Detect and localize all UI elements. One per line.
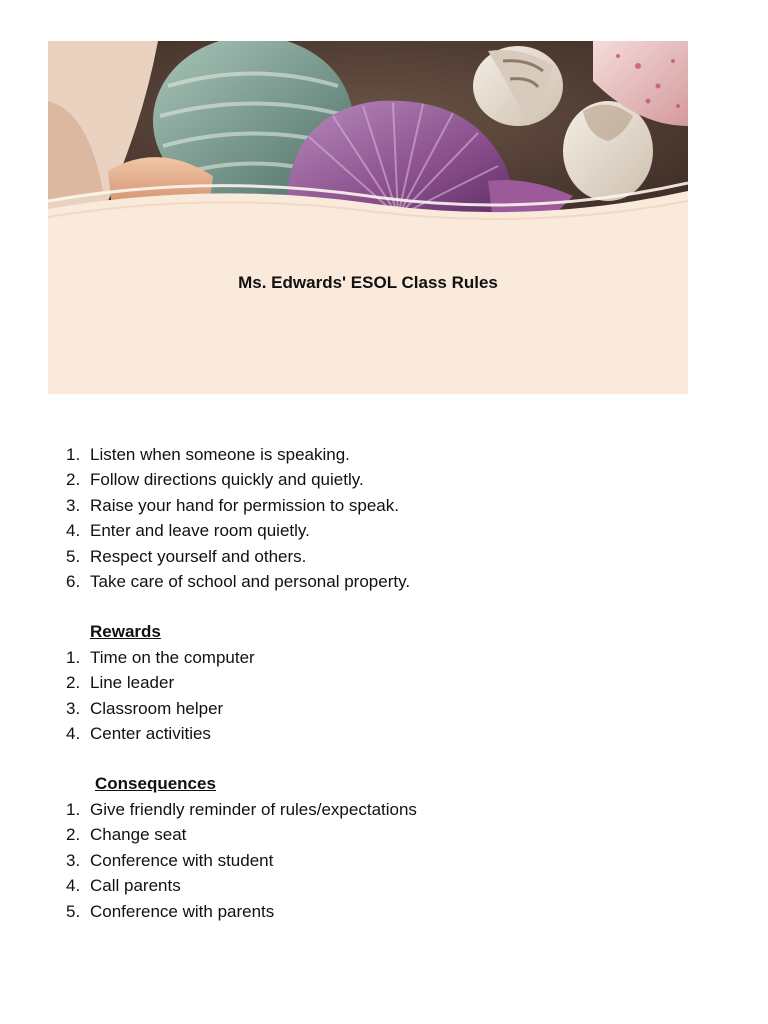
list-number: 2. (66, 825, 81, 845)
list-number: 5. (66, 546, 81, 566)
list-number: 5. (66, 901, 81, 921)
list-item (66, 569, 686, 594)
seashells-photo (48, 41, 688, 236)
consequence-text: Change seat (90, 825, 187, 845)
consequence-text: Conference with parents (90, 901, 275, 921)
rule-text: Take care of school and personal property. (90, 572, 411, 592)
list-item (66, 797, 686, 822)
rewards-heading: Rewards (90, 622, 161, 642)
list-item (66, 442, 686, 467)
list-number: 1. (66, 445, 81, 464)
list-item (66, 645, 686, 670)
rule-text: Enter and leave room quietly. (90, 521, 310, 541)
rule-text: Listen when someone is speaking. (90, 445, 350, 464)
list-item (66, 544, 686, 569)
rewards-list (66, 645, 686, 747)
reward-text: Classroom helper (90, 698, 224, 718)
list-number: 3. (66, 495, 81, 515)
rule-text: Respect yourself and others. (90, 546, 307, 566)
list-item (66, 822, 686, 847)
list-item (66, 848, 686, 873)
list-item (66, 873, 686, 898)
consequences-list (66, 797, 686, 924)
consequence-text: Call parents (90, 876, 181, 896)
rule-text: Follow directions quickly and quietly. (90, 470, 364, 490)
list-number: 6. (66, 572, 81, 592)
consequence-text: Conference with student (90, 850, 274, 870)
list-item (66, 467, 686, 492)
consequences-heading: Consequences (95, 774, 216, 794)
list-item (66, 721, 686, 746)
consequence-text: Give friendly reminder of rules/expectations (90, 799, 417, 819)
list-item (66, 518, 686, 543)
list-item (66, 493, 686, 518)
list-number: 3. (66, 698, 81, 718)
header-banner (48, 41, 688, 394)
list-number: 2. (66, 673, 81, 693)
rule-text: Raise your hand for permission to speak. (90, 495, 399, 515)
list-number: 1. (66, 799, 81, 819)
list-number: 1. (66, 647, 81, 667)
list-number: 2. (66, 470, 81, 490)
reward-text: Time on the computer (90, 647, 255, 667)
reward-text: Line leader (90, 673, 175, 693)
reward-text: Center activities (90, 724, 211, 744)
list-item (66, 696, 686, 721)
list-number: 4. (66, 724, 81, 744)
list-item (66, 899, 686, 924)
list-number: 3. (66, 850, 81, 870)
rules-list (66, 442, 686, 594)
list-number: 4. (66, 876, 81, 896)
list-number: 4. (66, 521, 81, 541)
document-body (66, 442, 686, 924)
page-title: Ms. Edwards' ESOL Class Rules (238, 273, 498, 292)
list-item (66, 670, 686, 695)
